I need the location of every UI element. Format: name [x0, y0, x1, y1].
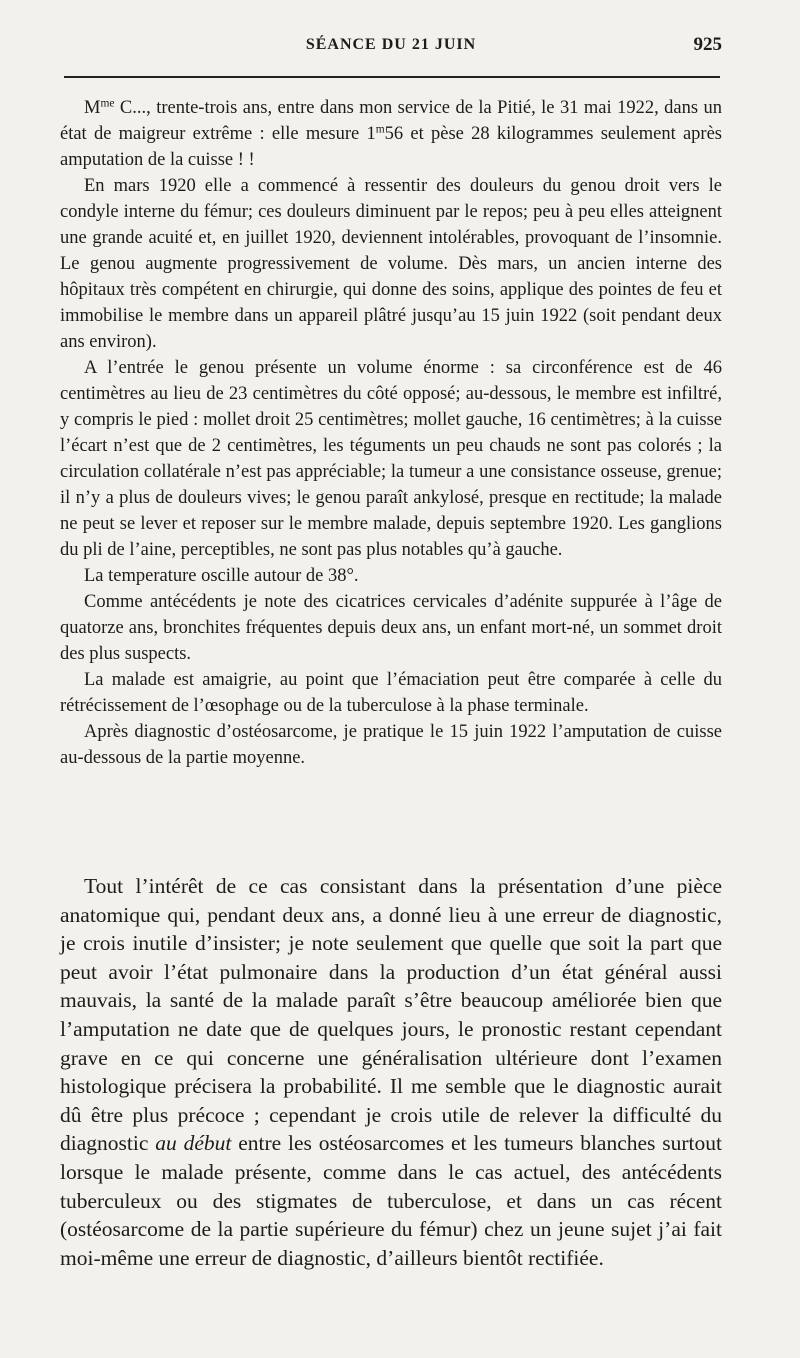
header-rule — [64, 76, 720, 78]
paragraph-history: En mars 1920 elle a commencé à ressentir des douleurs du genou droit vers le condyle interne du fémur; ces douleurs diminuent par le repos; peu à peu elles atteignent une grande acuité et, en juillet 1920, deviennent intolérables, provoquant de l’insomnie. Le genou augmente progressivement de volume. Dès mars, un ancien interne des hôpitaux très compétent en chirurgie, qui donne des soins, applique des pointes de feu et immobilise le membre dans un appareil plâtré jusqu’au 15 juin 1922 (soit pendant deux ans environ). — [60, 176, 722, 352]
discussion — [60, 872, 722, 1272]
paragraph-temperature: La temperature oscille autour de 38°. — [84, 566, 359, 586]
paragraph-antecedents: Comme antécédents je note des cicatrices cervicales d’adénite suppurée à l’âge de quatorze ans, bronchites fréquentes depuis deux ans, un enfant mort-né, un sommet droit des plus suspects. — [60, 592, 722, 664]
italic-au-debut: au début — [155, 1131, 232, 1156]
paragraph-amputation: Après diagnostic d’ostéosarcome, je pratique le 15 juin 1922 l’amputation de cuisse au-dessous de la partie moyenne. — [60, 722, 722, 768]
case-report — [60, 95, 722, 771]
paragraph-discussion: Tout l’intérêt de ce cas consistant dans la présentation d’une pièce anatomique qui, pendant deux ans, a donné lieu à une erreur de diagnostic, je crois inutile d’insister; je note seulement que quelle que soit la part que peut avoir l’état pulmonaire dans la production d’un état général aussi mauvais, la santé de la malade paraît s’être beaucoup améliorée bien que l’amputation ne date que de quelques jours, le pronostic restant cependant grave en ce qui concerne une généralisation ultérieure dont l’examen histologique précisera la probabilité. Il me semble que le diagnostic aurait dû être plus précoce ; cependant je crois utile de relever la difficulté du diagnostic au début entre les ostéosarcomes et les tumeurs blanches surtout lorsque le malade présente, comme dans le cas actuel, des antécédents tuberculeux ou des stigmates de tuberculose, et dans un cas récent (ostéosarcome de la partie supérieure du fémur) chez un jeune sujet j’ai fait moi-même une erreur de diagnostic, d’ailleurs bientôt rectifiée. — [60, 874, 722, 1270]
paragraph-admission: A l’entrée le genou présente un volume énorme : sa circonférence est de 46 centimètres au lieu de 23 centimètres du côté opposé; au-dessous, le membre est infiltré, y compris le pied : mollet droit 25 centimètres; mollet gauche, 16 centimètres; à la cuisse l’écart n’est que de 2 centimètres, les téguments un peu chauds ne sont pas colorés ; la circulation collatérale n’est pas appréciable; la tumeur a une consistance osseuse, grenue; il n’y a plus de douleurs vives; le genou paraît ankylosé, presque en rectitude; la malade ne peut se lever et reposer sur le membre malade, depuis septembre 1920. Les ganglions du pli de l’aine, perceptibles, ne sont pas plus notables qu’à gauche. — [60, 358, 722, 560]
paragraph-patient-intro: $M^{me}$ C..., trente-trois ans, entre dans mon service de la Pitié, le 31 mai 1922, dans un état de maigreur extrême : elle mesure 1$^m$56 et pèse 28 kilogrammes seulement après amputation de la cuisse ! ! — [60, 97, 722, 170]
page-number: 925 — [693, 34, 722, 55]
running-head: SÉANCE DU 21 JUIN — [305, 36, 477, 53]
page-header — [60, 30, 722, 70]
paragraph-emaciation: La malade est amaigrie, au point que l’émaciation peut être comparée à celle du rétrécissement de l’œsophage ou de la tuberculose à la phase terminale. — [60, 670, 722, 716]
